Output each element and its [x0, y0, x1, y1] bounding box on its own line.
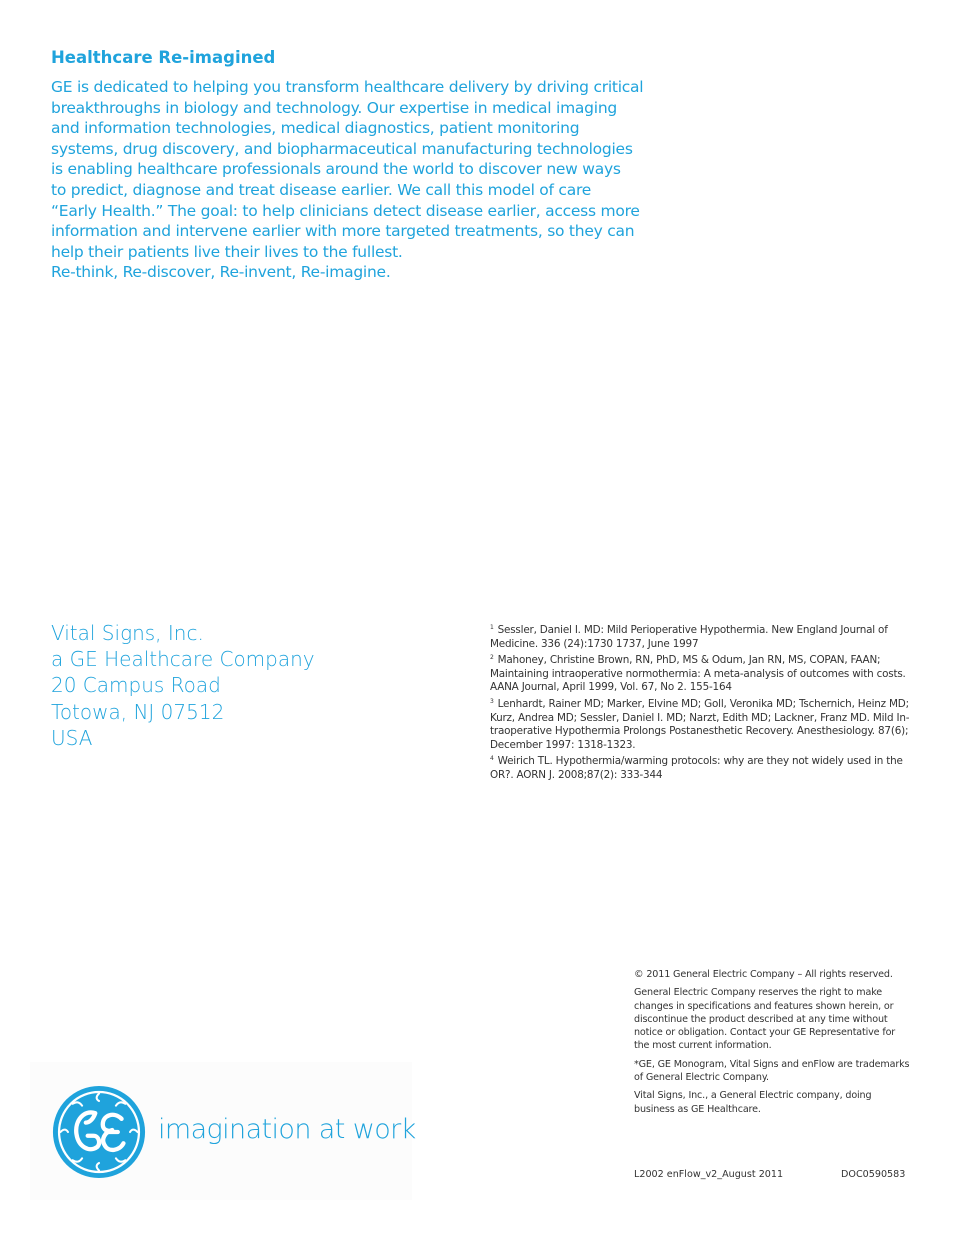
reference-item — [490, 752, 910, 782]
address-country: USA — [51, 725, 93, 750]
reference-text: Mahoney, Christine Brown, RN, PhD, MS & Odum, Jan RN, MS, COPAN, FAAN; — [497, 654, 881, 667]
intro-paragraph — [51, 77, 651, 283]
reference-text: OR?. AORN J. 2008;87(2): 333-344 — [490, 768, 663, 781]
intro-line: to predict, diagnose and treat disease earlier. We call this model of care — [51, 180, 592, 199]
intro-line: Re-think, Re-discover, Re-invent, Re-imagine. — [51, 263, 391, 282]
intro-line: systems, drug discovery, and biopharmaceutical manufacturing technologies — [51, 139, 633, 158]
rights-disclaimer: General Electric Company reserves the right to make changes in specifications and features shown herein, or discontinue the product described at any time without notice or obligation. Contact your GE Representative for the most current information. — [634, 987, 896, 1052]
reference-item — [490, 651, 910, 695]
ge-monogram-icon — [52, 1085, 146, 1179]
intro-line: information and intervene earlier with more targeted treatments, so they can — [51, 222, 635, 241]
references-list — [490, 621, 910, 783]
reference-number: 2 — [490, 654, 494, 662]
section-heading: Healthcare Re-imagined — [51, 48, 276, 67]
legal-notice — [634, 968, 924, 1121]
reference-text: Medicine. 336 (24):1730 1737, June 1997 — [490, 637, 699, 650]
reference-number: 4 — [490, 755, 494, 763]
trademark-notice: *GE, GE Monogram, Vital Signs and enFlow are trademarks of General Electric Company. — [634, 1058, 910, 1084]
reference-text: December 1997: 1318-1323. — [490, 738, 636, 751]
reference-number: 1 — [490, 624, 494, 631]
dba-notice: Vital Signs, Inc., a General Electric company, doing business as GE Healthcare. — [634, 1090, 872, 1115]
intro-line: breakthroughs in biology and technology. Our expertise in medical imaging — [51, 98, 617, 117]
address-street: 20 Campus Road — [51, 673, 221, 698]
reference-text: Sessler, Daniel I. MD: Mild Perioperative Hypothermia. New England Journal of — [497, 624, 888, 636]
intro-line: and information technologies, medical diagnostics, patient monitoring — [51, 119, 580, 138]
document-number: DOC0590583 — [841, 1169, 906, 1180]
reference-text: Lenhardt, Rainer MD; Marker, Elvine MD; Goll, Veronika MD; Tschernich, Heinz MD; — [497, 697, 909, 710]
copyright-notice: © 2011 General Electric Company – All rights reserved. — [634, 969, 893, 980]
company-address — [51, 620, 315, 751]
reference-text: AANA Journal, April 1999, Vol. 67, No 2. 155-164 — [490, 681, 732, 694]
document-code: L2002 enFlow_v2_August 2011 — [634, 1169, 784, 1180]
reference-text: Kurz, Andrea MD; Sessler, Daniel I. MD; Narzt, Edith MD; Lackner, Franz MD. Mild In- — [490, 711, 910, 724]
intro-line: “Early Health.” The goal: to help clinicians detect disease earlier, access more — [51, 201, 640, 220]
reference-item — [490, 621, 910, 651]
intro-line: is enabling healthcare professionals around the world to discover new ways — [51, 160, 621, 179]
intro-line: GE is dedicated to helping you transform healthcare delivery by driving critical — [51, 78, 644, 96]
reference-item — [490, 695, 910, 752]
reference-text: traoperative Hypothermia Prolongs Postanesthetic Recovery. Anesthesiology. 87(6); — [490, 725, 909, 738]
address-affiliation: a GE Healthcare Company — [51, 647, 315, 672]
address-city: Totowa, NJ 07512 — [51, 699, 225, 724]
reference-text: Maintaining intraoperative normothermia: A meta-analysis of outcomes with costs. — [490, 667, 906, 680]
intro-line: help their patients live their lives to the fullest. — [51, 242, 403, 261]
reference-number: 3 — [490, 697, 494, 705]
address-company-name: Vital Signs, Inc. — [51, 621, 204, 645]
brand-tagline: imagination at work — [158, 1114, 416, 1145]
reference-text: Weirich TL. Hypothermia/warming protocols: why are they not widely used in the — [497, 755, 903, 768]
